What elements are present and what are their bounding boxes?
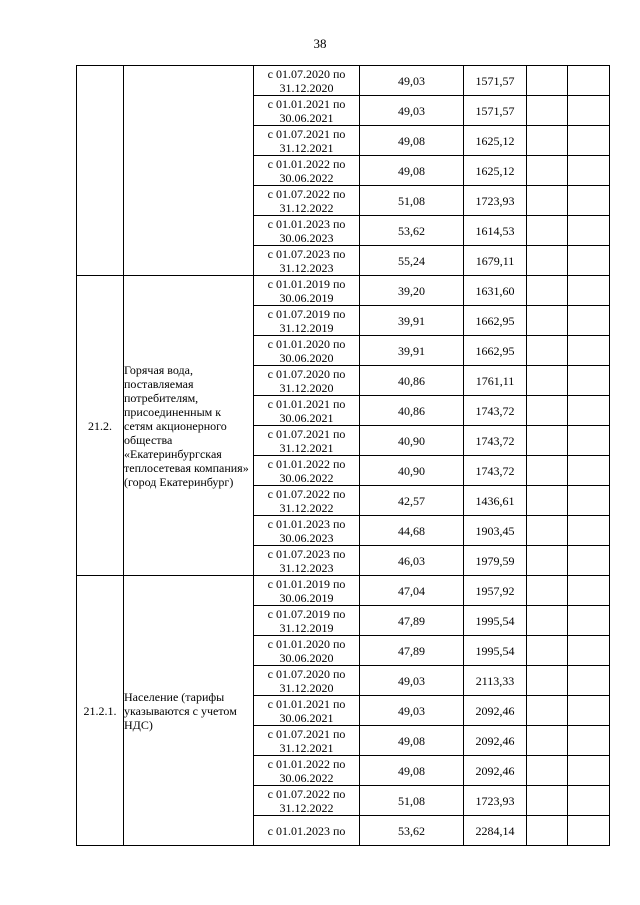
empty-cell — [568, 726, 610, 756]
value-cell: 1614,53 — [464, 216, 527, 246]
value-cell: 1979,59 — [464, 546, 527, 576]
empty-cell — [527, 696, 568, 726]
empty-cell — [568, 366, 610, 396]
rate-cell: 49,08 — [360, 756, 464, 786]
value-cell: 1995,54 — [464, 636, 527, 666]
value-cell: 2113,33 — [464, 666, 527, 696]
empty-cell — [568, 276, 610, 306]
value-cell: 1625,12 — [464, 156, 527, 186]
empty-cell — [568, 516, 610, 546]
period-cell: с 01.07.2019 по 31.12.2019 — [254, 606, 360, 636]
empty-cell — [568, 756, 610, 786]
value-cell: 1571,57 — [464, 66, 527, 96]
empty-cell — [568, 666, 610, 696]
rate-cell: 46,03 — [360, 546, 464, 576]
period-cell: с 01.07.2021 по 31.12.2021 — [254, 726, 360, 756]
value-cell: 2092,46 — [464, 756, 527, 786]
empty-cell — [568, 546, 610, 576]
period-cell: с 01.07.2019 по 31.12.2019 — [254, 306, 360, 336]
value-cell: 1723,93 — [464, 786, 527, 816]
value-cell: 1571,57 — [464, 96, 527, 126]
period-cell: с 01.01.2022 по 30.06.2022 — [254, 756, 360, 786]
rate-cell: 47,89 — [360, 606, 464, 636]
value-cell: 1957,92 — [464, 576, 527, 606]
value-cell: 1761,11 — [464, 366, 527, 396]
empty-cell — [527, 306, 568, 336]
rate-cell: 39,20 — [360, 276, 464, 306]
period-cell: с 01.07.2022 по 31.12.2022 — [254, 186, 360, 216]
period-cell: с 01.01.2019 по 30.06.2019 — [254, 576, 360, 606]
value-cell: 2284,14 — [464, 816, 527, 846]
rate-cell: 40,86 — [360, 396, 464, 426]
empty-cell — [527, 606, 568, 636]
rate-cell: 39,91 — [360, 336, 464, 366]
item-name: Население (тарифы указываются с учетом НДС) — [124, 576, 254, 846]
empty-cell — [527, 756, 568, 786]
empty-cell — [527, 246, 568, 276]
empty-cell — [527, 786, 568, 816]
empty-cell — [568, 126, 610, 156]
item-number: 21.2.1. — [77, 576, 124, 846]
item-number: 21.2. — [77, 276, 124, 576]
value-cell: 1995,54 — [464, 606, 527, 636]
rate-cell: 49,03 — [360, 696, 464, 726]
empty-cell — [527, 276, 568, 306]
empty-cell — [568, 786, 610, 816]
empty-cell — [527, 126, 568, 156]
empty-cell — [568, 336, 610, 366]
rate-cell: 49,08 — [360, 726, 464, 756]
rate-cell: 51,08 — [360, 186, 464, 216]
empty-cell — [568, 456, 610, 486]
period-cell: с 01.07.2020 по 31.12.2020 — [254, 366, 360, 396]
value-cell: 1743,72 — [464, 426, 527, 456]
rate-cell: 44,68 — [360, 516, 464, 546]
empty-cell — [568, 606, 610, 636]
table-body — [77, 66, 610, 846]
empty-cell — [527, 366, 568, 396]
rate-cell: 53,62 — [360, 816, 464, 846]
page-number: 38 — [313, 36, 327, 51]
value-cell: 1679,11 — [464, 246, 527, 276]
rate-cell: 49,03 — [360, 96, 464, 126]
empty-cell — [527, 636, 568, 666]
value-cell: 2092,46 — [464, 696, 527, 726]
rate-cell: 42,57 — [360, 486, 464, 516]
item-name: Горячая вода, поставляемая потребителям, присоединенным к сетям акционерного общества «Екатеринбургская теплосетевая компания» (город Екатеринбург) — [124, 276, 254, 576]
table-row — [77, 66, 610, 96]
empty-cell — [527, 486, 568, 516]
period-cell: с 01.07.2020 по 31.12.2020 — [254, 666, 360, 696]
period-cell: с 01.01.2023 по 30.06.2023 — [254, 516, 360, 546]
period-cell: с 01.01.2021 по 30.06.2021 — [254, 696, 360, 726]
rate-cell: 49,03 — [360, 666, 464, 696]
empty-cell — [568, 486, 610, 516]
empty-cell — [527, 216, 568, 246]
empty-cell — [568, 576, 610, 606]
empty-cell — [568, 396, 610, 426]
empty-cell — [527, 546, 568, 576]
rate-cell: 55,24 — [360, 246, 464, 276]
empty-cell — [527, 516, 568, 546]
empty-cell — [568, 246, 610, 276]
empty-cell — [568, 306, 610, 336]
rate-cell: 49,03 — [360, 66, 464, 96]
value-cell: 1743,72 — [464, 456, 527, 486]
empty-cell — [527, 816, 568, 846]
empty-cell — [527, 96, 568, 126]
value-cell: 1631,60 — [464, 276, 527, 306]
empty-cell — [568, 66, 610, 96]
value-cell: 1723,93 — [464, 186, 527, 216]
rate-cell: 40,86 — [360, 366, 464, 396]
period-cell: с 01.01.2019 по 30.06.2019 — [254, 276, 360, 306]
empty-cell — [527, 726, 568, 756]
period-cell: с 01.01.2023 по 30.06.2023 — [254, 216, 360, 246]
rate-cell: 40,90 — [360, 426, 464, 456]
rate-cell: 51,08 — [360, 786, 464, 816]
period-cell: с 01.07.2022 по 31.12.2022 — [254, 486, 360, 516]
period-cell: с 01.01.2021 по 30.06.2021 — [254, 96, 360, 126]
value-cell: 1662,95 — [464, 336, 527, 366]
period-cell: с 01.07.2023 по 31.12.2023 — [254, 546, 360, 576]
period-cell: с 01.01.2020 по 30.06.2020 — [254, 636, 360, 666]
empty-cell — [527, 336, 568, 366]
empty-cell — [568, 186, 610, 216]
empty-cell — [568, 156, 610, 186]
rate-cell: 49,08 — [360, 126, 464, 156]
empty-cell — [527, 426, 568, 456]
period-cell: с 01.01.2023 по — [254, 816, 360, 846]
value-cell: 1662,95 — [464, 306, 527, 336]
empty-cell — [568, 96, 610, 126]
empty-cell — [527, 66, 568, 96]
empty-cell — [527, 666, 568, 696]
value-cell: 2092,46 — [464, 726, 527, 756]
rate-cell: 47,04 — [360, 576, 464, 606]
table-row — [77, 576, 610, 606]
empty-cell — [568, 816, 610, 846]
empty-cell — [568, 636, 610, 666]
value-cell: 1903,45 — [464, 516, 527, 546]
table-row — [77, 276, 610, 306]
empty-cell — [568, 426, 610, 456]
empty-cell — [527, 456, 568, 486]
value-cell: 1743,72 — [464, 396, 527, 426]
value-cell: 1625,12 — [464, 126, 527, 156]
rate-cell: 49,08 — [360, 156, 464, 186]
empty-cell — [568, 696, 610, 726]
period-cell: с 01.07.2023 по 31.12.2023 — [254, 246, 360, 276]
period-cell: с 01.01.2022 по 30.06.2022 — [254, 156, 360, 186]
period-cell: с 01.07.2021 по 31.12.2021 — [254, 426, 360, 456]
empty-cell — [527, 156, 568, 186]
tariff-table — [76, 65, 610, 846]
period-cell: с 01.07.2020 по 31.12.2020 — [254, 66, 360, 96]
period-cell: с 01.07.2021 по 31.12.2021 — [254, 126, 360, 156]
rate-cell: 47,89 — [360, 636, 464, 666]
empty-cell — [527, 186, 568, 216]
value-cell: 1436,61 — [464, 486, 527, 516]
period-cell: с 01.01.2020 по 30.06.2020 — [254, 336, 360, 366]
rate-cell: 39,91 — [360, 306, 464, 336]
item-name — [124, 66, 254, 276]
period-cell: с 01.01.2021 по 30.06.2021 — [254, 396, 360, 426]
empty-cell — [527, 396, 568, 426]
rate-cell: 40,90 — [360, 456, 464, 486]
period-cell: с 01.07.2022 по 31.12.2022 — [254, 786, 360, 816]
empty-cell — [568, 216, 610, 246]
period-cell: с 01.01.2022 по 30.06.2022 — [254, 456, 360, 486]
empty-cell — [527, 576, 568, 606]
rate-cell: 53,62 — [360, 216, 464, 246]
item-number — [77, 66, 124, 276]
